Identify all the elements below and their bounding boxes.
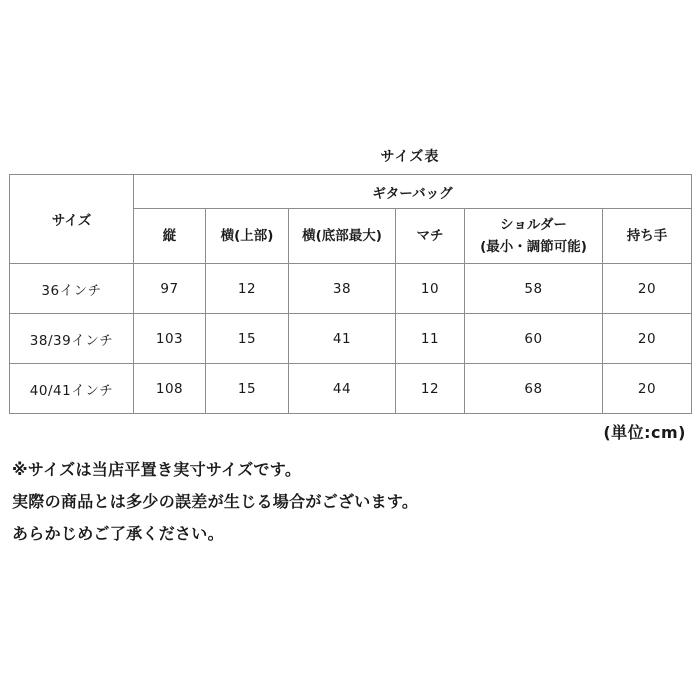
cell-length: 108	[134, 364, 206, 414]
unit-label: (単位:cm)	[603, 423, 686, 442]
table-row	[10, 364, 692, 414]
cell-handle: 20	[603, 264, 692, 314]
cell-width-top: 15	[206, 364, 289, 414]
cell-shoulder: 60	[465, 314, 603, 364]
column-header-length: 縦	[134, 209, 206, 264]
cell-length: 97	[134, 264, 206, 314]
cell-gusset: 10	[396, 264, 465, 314]
column-header-shoulder: ショルダー (最小・調節可能)	[465, 209, 603, 264]
size-table	[9, 174, 692, 414]
cell-handle: 20	[603, 364, 692, 414]
size-corner-header: サイズ	[10, 175, 134, 264]
notes	[12, 454, 418, 550]
product-header: ギターバッグ	[134, 175, 692, 209]
column-header-width-top: 横(上部)	[206, 209, 289, 264]
cell-gusset: 11	[396, 314, 465, 364]
table-title: サイズ表	[380, 149, 440, 165]
table-header-row	[10, 175, 692, 209]
cell-width-bottom: 41	[289, 314, 396, 364]
table-row	[10, 314, 692, 364]
cell-shoulder: 68	[465, 364, 603, 414]
cell-handle: 20	[603, 314, 692, 364]
cell-gusset: 12	[396, 364, 465, 414]
column-header-gusset: マチ	[396, 209, 465, 264]
row-label: 38/39インチ	[10, 314, 134, 364]
table-row	[10, 264, 692, 314]
note-line: ※サイズは当店平置き実寸サイズです。	[12, 460, 302, 479]
row-label: 36インチ	[10, 264, 134, 314]
note-line: あらかじめご了承ください。	[12, 524, 224, 543]
cell-length: 103	[134, 314, 206, 364]
column-header-handle: 持ち手	[603, 209, 692, 264]
note-line: 実際の商品とは多少の誤差が生じる場合がございます。	[12, 492, 419, 511]
cell-shoulder: 58	[465, 264, 603, 314]
row-label: 40/41インチ	[10, 364, 134, 414]
cell-width-top: 12	[206, 264, 289, 314]
cell-width-bottom: 38	[289, 264, 396, 314]
cell-width-bottom: 44	[289, 364, 396, 414]
column-header-width-bottom: 横(底部最大)	[289, 209, 396, 264]
cell-width-top: 15	[206, 314, 289, 364]
